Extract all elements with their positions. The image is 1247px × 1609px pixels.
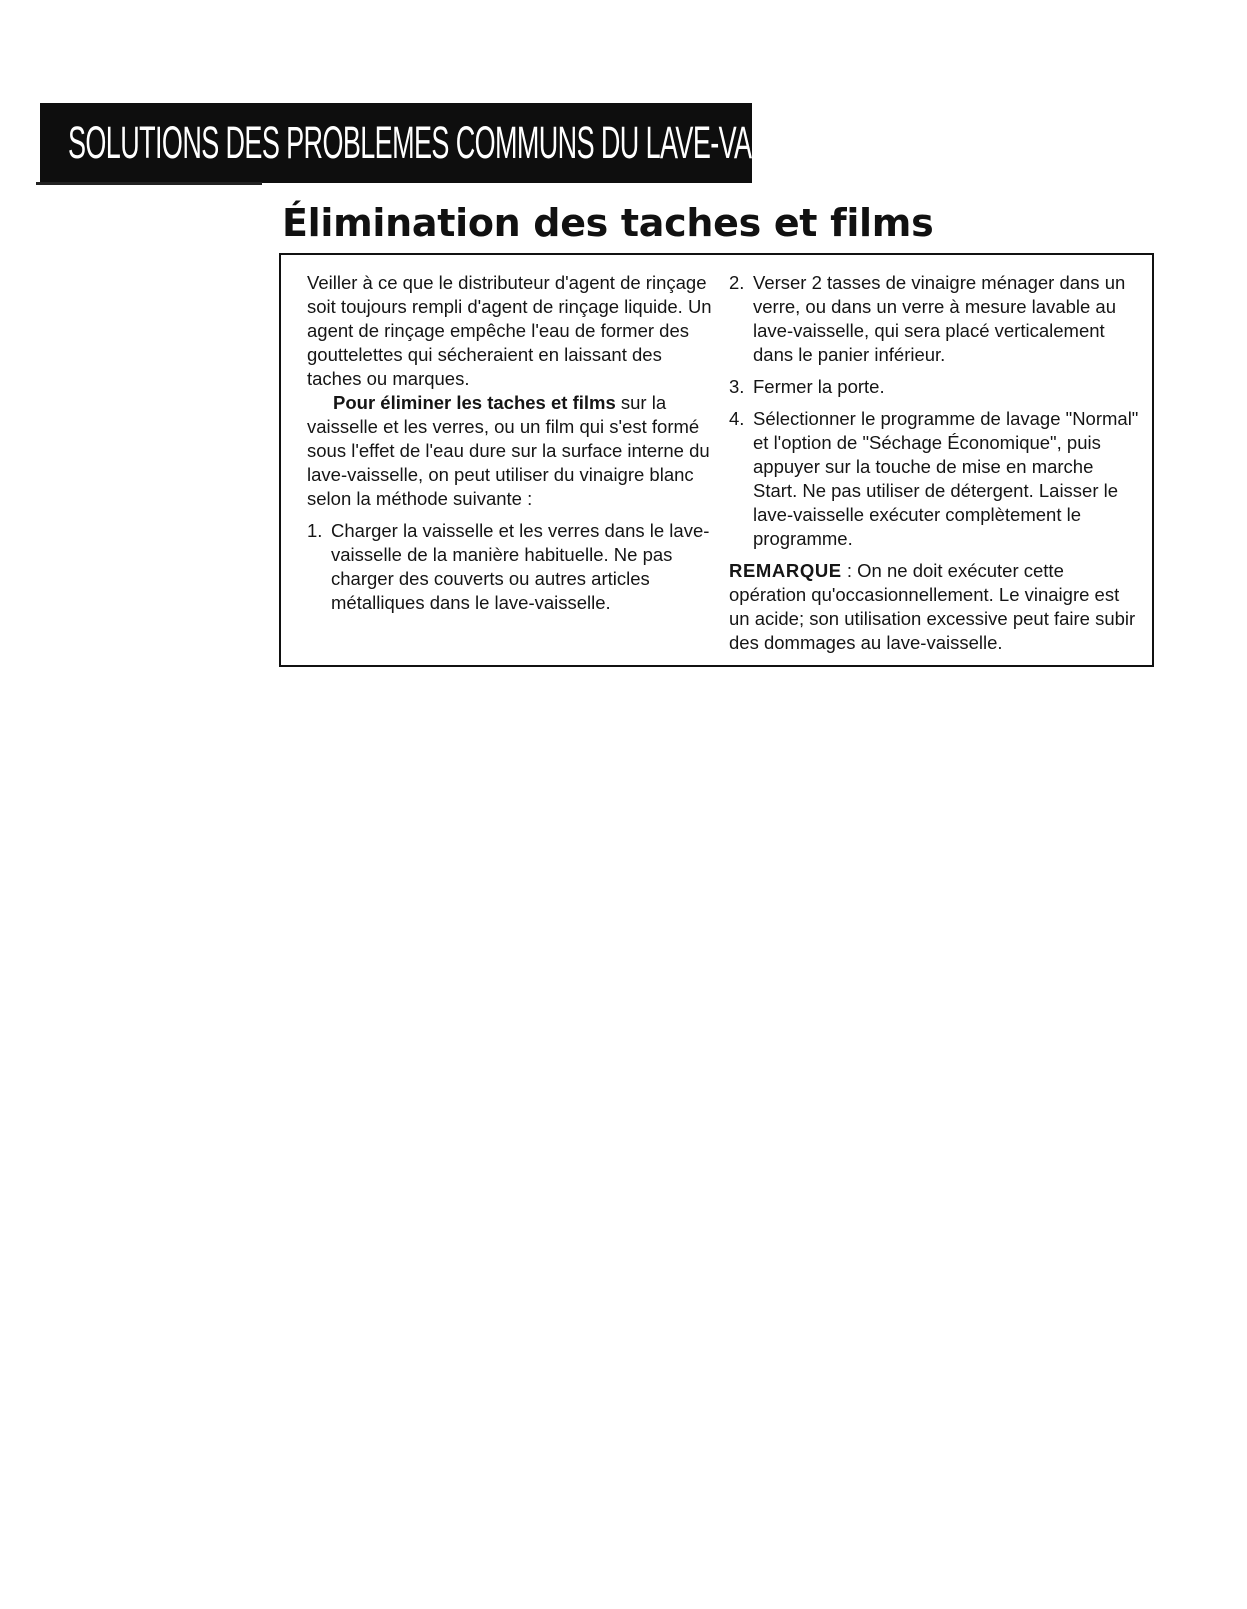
left-column [307,271,715,615]
step-text: Fermer la porte. [753,376,885,397]
list-item [729,375,1141,399]
step-number: 1. [307,520,323,541]
section-banner [40,103,857,183]
note-paragraph [729,559,1141,655]
step-number: 4. [729,408,745,429]
steps-list-right [729,271,1141,551]
note-separator: : [841,560,858,581]
step-text: Sélectionner le programme de lavage "Normal" et l'option de "Séchage Économique", puis appuyer sur la touche de mise en marche Start. Ne pas utiliser de détergent. Laisser le lave-vaisselle exécuter complètement le programme. [753,408,1139,549]
steps-list-left [307,519,715,615]
method-lead: Pour éliminer les taches et films [333,392,616,413]
right-column [729,271,1141,655]
note-text: On ne doit exécuter cette opération qu'occasionnellement. Le vinaigre est un acide; son utilisation excessive peut faire subir des dommages au lave-vaisselle. [729,560,1136,653]
step-number: 2. [729,272,745,293]
method-body: sur la vaisselle et les verres, ou un film qui s'est formé sous l'effet de l'eau dure sur la surface interne du lave-vaisselle, on peut utiliser du vinaigre blanc selon la méthode suivante : [307,392,710,509]
note-label: REMARQUE [729,560,842,581]
list-item [729,271,1141,367]
banner-underline [36,182,262,185]
content-box [279,253,1154,667]
list-item [729,407,1141,551]
page-title: Élimination des taches et films [282,201,934,245]
step-text: Verser 2 tasses de vinaigre ménager dans un verre, ou dans un verre à mesure lavable au lave-vaisselle, qui sera placé verticalement dans le panier inférieur. [753,272,1126,365]
step-text: Charger la vaisselle et les verres dans le lave-vaisselle de la manière habituelle. Ne pas charger des couverts ou autres articles métalliques dans le lave-vaisselle. [331,520,710,613]
banner-title: SOLUTIONS DES PROBLEMES COMMUNS DU LAVE-VAISSELLE [68,117,857,168]
list-item [307,519,715,615]
method-paragraph [307,391,715,511]
intro-paragraph: Veiller à ce que le distributeur d'agent de rinçage soit toujours rempli d'agent de rinçage liquide. Un agent de rinçage empêche l'eau de former des gouttelettes qui sécheraient en laissant des taches ou marques. [307,272,712,389]
step-number: 3. [729,376,745,397]
